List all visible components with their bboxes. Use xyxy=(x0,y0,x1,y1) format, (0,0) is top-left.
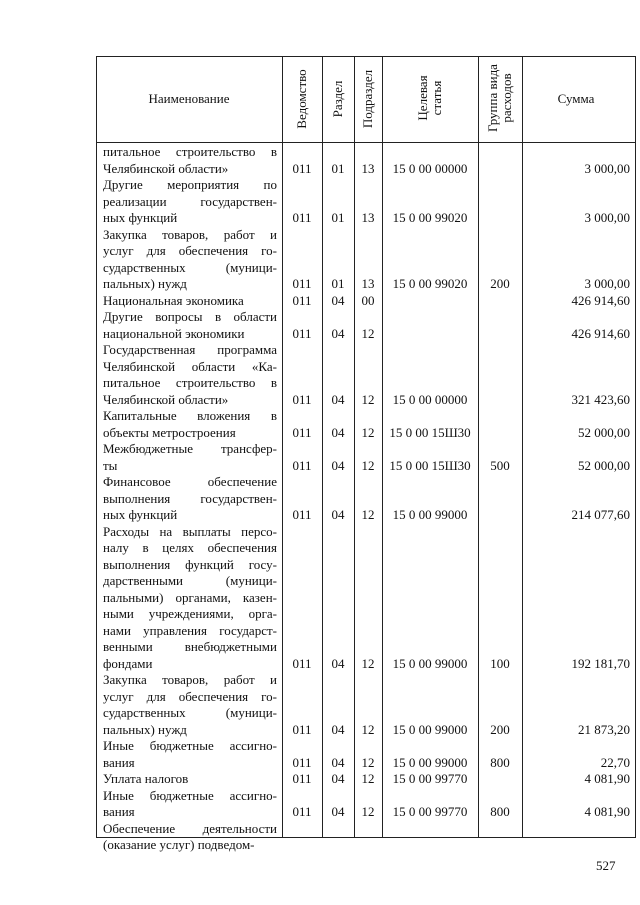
row-celevaya: 15 0 00 15Ш30 xyxy=(389,457,471,473)
row-name-line: (оказание услуг) подведом- xyxy=(103,837,255,852)
row-name-line: нами управления государст- xyxy=(103,622,277,638)
row-gruppa: 500 xyxy=(490,457,510,473)
header-name: Наименование xyxy=(148,91,230,106)
header-vedomstvo: Ведомство xyxy=(294,69,309,129)
table-row xyxy=(0,144,640,177)
row-name-line: выполнения функций госу- xyxy=(103,556,277,572)
row-podrazdel: 12 xyxy=(361,424,375,440)
row-name-line: сударственных (муници- xyxy=(103,259,277,275)
header-gruppa: Группа вида расходов xyxy=(485,64,514,132)
row-celevaya: 15 0 00 99770 xyxy=(392,804,468,819)
row-celevaya: 15 0 00 99000 xyxy=(392,507,468,522)
row-celevaya: 15 0 00 99020 xyxy=(392,276,468,291)
table-row xyxy=(0,177,640,227)
row-podrazdel: 12 xyxy=(361,655,375,671)
row-name-line: питальное строительство в xyxy=(103,144,277,159)
row-name-line: вания xyxy=(103,804,135,819)
row-vedomstvo: 011 xyxy=(292,507,312,522)
row-razdel: 04 xyxy=(331,655,345,671)
row-summa: 426 914,60 xyxy=(571,292,630,308)
row-name-line: Расходы на выплаты персо- xyxy=(103,523,277,539)
row-vedomstvo: 011 xyxy=(292,276,312,291)
row-name-line: Капитальные вложения в xyxy=(103,408,277,423)
row-podrazdel: 00 xyxy=(361,292,375,308)
row-vedomstvo: 011 xyxy=(292,457,312,473)
row-celevaya: 15 0 00 99770 xyxy=(392,771,468,786)
row-podrazdel: 12 xyxy=(361,325,375,341)
table-row xyxy=(0,408,640,441)
row-summa: 4 081,90 xyxy=(584,804,630,819)
row-name xyxy=(103,144,277,177)
row-name xyxy=(103,474,277,524)
row-name-line: выполнения государствен- xyxy=(103,490,277,506)
row-celevaya: 15 0 00 99000 xyxy=(392,721,468,737)
row-name-line: сударственных (муници- xyxy=(103,705,277,720)
table-row xyxy=(0,788,640,821)
table-row xyxy=(0,227,640,293)
row-razdel: 04 xyxy=(331,292,345,308)
row-vedomstvo: 011 xyxy=(292,424,312,440)
row-summa: 3 000,00 xyxy=(584,276,630,291)
row-summa: 22,70 xyxy=(600,754,630,770)
row-vedomstvo: 011 xyxy=(292,292,312,308)
row-celevaya: 15 0 00 15Ш30 xyxy=(389,424,471,440)
row-name-line: Межбюджетные трансфер- xyxy=(103,441,277,456)
row-summa: 52 000,00 xyxy=(578,457,630,473)
row-gruppa: 800 xyxy=(490,754,510,770)
row-vedomstvo: 011 xyxy=(292,160,312,176)
row-gruppa: 200 xyxy=(490,721,510,737)
row-vedomstvo: 011 xyxy=(292,754,312,770)
row-name-line: дарственными (муници- xyxy=(103,573,277,588)
row-name-line: пальных) нужд xyxy=(103,721,187,737)
row-razdel: 01 xyxy=(331,160,345,176)
row-name xyxy=(103,771,277,788)
row-razdel: 04 xyxy=(331,424,345,440)
row-name-line: ты xyxy=(103,457,118,473)
row-name-line: объекты метростроения xyxy=(103,424,236,440)
row-razdel: 04 xyxy=(331,391,345,407)
row-podrazdel: 12 xyxy=(361,507,375,522)
row-name-line: питальное строительство в xyxy=(103,375,277,390)
header-podrazdel: Подраздел xyxy=(360,69,375,129)
row-name-line: Челябинской области» xyxy=(103,391,229,407)
row-name-line: Челябинской области «Ка- xyxy=(103,358,277,374)
row-razdel: 01 xyxy=(331,276,345,291)
row-name-line: вания xyxy=(103,754,135,770)
row-name-line: Закупка товаров, работ и xyxy=(103,672,277,687)
row-vedomstvo: 011 xyxy=(292,804,312,819)
row-razdel: 04 xyxy=(331,457,345,473)
row-name xyxy=(103,227,277,293)
row-name-line: Другие вопросы в области xyxy=(103,309,277,324)
row-podrazdel: 12 xyxy=(361,721,375,737)
row-name-line: венными внебюджетными xyxy=(103,639,277,654)
row-razdel: 04 xyxy=(331,771,345,786)
row-celevaya: 15 0 00 00000 xyxy=(392,391,468,407)
row-razdel: 04 xyxy=(331,721,345,737)
row-name-line: реализации государствен- xyxy=(103,193,277,209)
table-row xyxy=(0,771,640,788)
row-celevaya: 15 0 00 99000 xyxy=(392,754,468,770)
header-summa: Сумма xyxy=(557,91,595,106)
row-name-line: фондами xyxy=(103,655,153,671)
row-celevaya: 15 0 00 99020 xyxy=(392,210,468,225)
row-name-line: ными учреждениями, орга- xyxy=(103,606,277,621)
row-celevaya: 15 0 00 99000 xyxy=(392,655,468,671)
table-row xyxy=(0,441,640,474)
row-name-line: Другие мероприятия по xyxy=(103,177,277,192)
row-name-line: Обеспечение деятельности xyxy=(103,820,277,836)
table-row xyxy=(0,672,640,738)
row-name-line: Иные бюджетные ассигно- xyxy=(103,787,277,803)
row-name-line: пальными) органами, казен- xyxy=(103,589,277,605)
row-vedomstvo: 011 xyxy=(292,655,312,671)
row-name-line: пальных) нужд xyxy=(103,276,187,291)
table-row xyxy=(0,524,640,673)
row-podrazdel: 12 xyxy=(361,754,375,770)
row-name xyxy=(103,821,277,854)
row-gruppa: 100 xyxy=(490,655,510,671)
row-summa: 52 000,00 xyxy=(578,424,630,440)
row-razdel: 04 xyxy=(331,754,345,770)
row-name xyxy=(103,441,277,474)
row-name-line: Финансовое обеспечение xyxy=(103,474,277,489)
page-number: 527 xyxy=(596,858,616,873)
row-podrazdel: 13 xyxy=(361,210,375,225)
row-vedomstvo: 011 xyxy=(292,391,312,407)
table-row xyxy=(0,821,640,854)
row-name xyxy=(103,672,277,738)
row-name xyxy=(103,342,277,408)
row-summa: 426 914,60 xyxy=(571,325,630,341)
row-razdel: 04 xyxy=(331,507,345,522)
row-gruppa: 200 xyxy=(490,276,510,291)
row-celevaya: 15 0 00 00000 xyxy=(392,160,468,176)
row-name-line: налу в целях обеспечения xyxy=(103,540,277,555)
row-name xyxy=(103,309,277,342)
row-summa: 4 081,90 xyxy=(584,771,630,786)
row-name-line: услуг для обеспечения го- xyxy=(103,243,277,258)
row-razdel: 04 xyxy=(331,325,345,341)
row-name-line: Закупка товаров, работ и xyxy=(103,226,277,242)
row-vedomstvo: 011 xyxy=(292,721,312,737)
header-razdel: Раздел xyxy=(330,80,345,118)
row-gruppa: 800 xyxy=(490,804,510,819)
row-podrazdel: 12 xyxy=(361,771,375,786)
row-summa: 321 423,60 xyxy=(571,391,630,407)
row-name-line: Уплата налогов xyxy=(103,771,189,786)
row-name-line: ных функций xyxy=(103,507,178,522)
row-vedomstvo: 011 xyxy=(292,771,312,786)
row-name-line: услуг для обеспечения го- xyxy=(103,688,277,704)
row-podrazdel: 12 xyxy=(361,457,375,473)
row-razdel: 04 xyxy=(331,804,345,819)
row-razdel: 01 xyxy=(331,210,345,225)
row-podrazdel: 13 xyxy=(361,276,375,291)
row-name xyxy=(103,738,277,771)
row-summa: 3 000,00 xyxy=(584,160,630,176)
row-vedomstvo: 011 xyxy=(292,325,312,341)
row-podrazdel: 13 xyxy=(361,160,375,176)
row-name-line: национальной экономики xyxy=(103,325,245,341)
table-row xyxy=(0,309,640,342)
row-name xyxy=(103,177,277,227)
row-name xyxy=(103,408,277,441)
header-celevaya: Целевая статья xyxy=(415,75,444,121)
row-summa: 192 181,70 xyxy=(571,655,630,671)
row-summa: 3 000,00 xyxy=(584,210,630,225)
table-row xyxy=(0,738,640,771)
row-podrazdel: 12 xyxy=(361,804,375,819)
row-name-line: Иные бюджетные ассигно- xyxy=(103,738,277,753)
row-summa: 21 873,20 xyxy=(578,721,630,737)
row-vedomstvo: 011 xyxy=(292,210,312,225)
row-name xyxy=(103,293,277,310)
table-row xyxy=(0,474,640,524)
row-name-line: Национальная экономика xyxy=(103,292,244,308)
table-row xyxy=(0,342,640,408)
row-name xyxy=(103,524,277,673)
row-summa: 214 077,60 xyxy=(571,507,630,522)
table-row xyxy=(0,293,640,310)
row-name-line: ных функций xyxy=(103,210,178,225)
row-name-line: Челябинской области» xyxy=(103,160,229,176)
row-podrazdel: 12 xyxy=(361,391,375,407)
row-name xyxy=(103,788,277,821)
row-name-line: Государственная программа xyxy=(103,342,277,357)
